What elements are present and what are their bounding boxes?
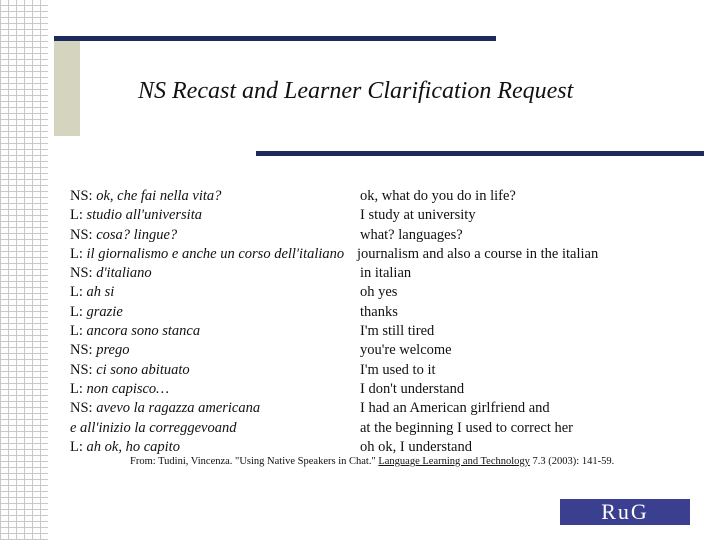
italian-utterance: studio all'universita bbox=[86, 207, 202, 224]
rug-logo: RuG bbox=[560, 499, 690, 525]
english-translation: I study at university bbox=[360, 207, 476, 224]
dialog-line bbox=[70, 264, 710, 283]
italian-utterance: ah si bbox=[86, 284, 115, 301]
english-translation: you're welcome bbox=[360, 342, 452, 359]
italian-utterance: prego bbox=[96, 342, 130, 359]
english-translation: in italian bbox=[360, 265, 412, 282]
english-translation: oh yes bbox=[360, 284, 398, 301]
speaker-label: NS: bbox=[70, 188, 97, 204]
italian-utterance: ah ok, ho capito bbox=[86, 438, 180, 455]
dialog-line bbox=[70, 399, 710, 418]
dialog-line bbox=[70, 303, 710, 322]
citation-prefix: From: Tudini, Vincenza. "Using Native Speakers in Chat." bbox=[130, 456, 379, 467]
speaker-label: L: bbox=[70, 207, 87, 224]
decorative-grid-strip bbox=[0, 0, 48, 540]
speaker-label: L: bbox=[70, 303, 87, 320]
slide-title: NS Recast and Learner Clarification Request bbox=[138, 78, 574, 104]
speaker-label: NS: bbox=[70, 342, 97, 359]
italian-utterance: avevo la ragazza americana bbox=[96, 400, 261, 417]
speaker-label: L: bbox=[70, 380, 87, 397]
english-translation: I'm still tired bbox=[360, 323, 435, 340]
english-translation: I had an American girlfriend and bbox=[360, 400, 550, 417]
italian-utterance: ci sono abituato bbox=[96, 361, 190, 378]
speaker-label: NS: bbox=[70, 361, 97, 378]
italian-utterance: non capisco… bbox=[86, 380, 170, 397]
citation-journal-link[interactable]: Language Learning and Technology bbox=[378, 456, 530, 467]
italian-utterance: d'italiano bbox=[96, 265, 152, 282]
dialog-transcript bbox=[70, 187, 710, 457]
dialog-line bbox=[70, 322, 710, 341]
citation bbox=[130, 456, 614, 467]
dialog-line bbox=[70, 187, 710, 206]
speaker-label: L: bbox=[70, 284, 87, 301]
dialog-line bbox=[70, 438, 710, 457]
bottom-rule bbox=[256, 151, 704, 156]
english-translation: ok, what do you do in life? bbox=[360, 188, 516, 204]
speaker-label: NS: bbox=[70, 265, 97, 282]
dialog-line bbox=[70, 245, 710, 264]
dialog-line bbox=[70, 419, 710, 438]
citation-suffix: 7.3 (2003): 141-59. bbox=[529, 456, 615, 467]
dialog-line bbox=[70, 361, 710, 380]
title-accent-box bbox=[54, 38, 80, 136]
top-rule bbox=[54, 36, 496, 41]
english-translation: I'm used to it bbox=[360, 361, 436, 378]
italian-utterance: ancora sono stanca bbox=[86, 323, 201, 340]
english-translation: journalism and also a course in the italian bbox=[357, 245, 599, 262]
dialog-line bbox=[70, 341, 710, 360]
dialog-line bbox=[70, 206, 710, 225]
english-translation: at the beginning I used to correct her bbox=[360, 419, 573, 436]
italian-utterance: grazie bbox=[86, 303, 123, 320]
speaker-label: NS: bbox=[70, 400, 97, 417]
italian-utterance: il giornalismo e anche un corso dell'italiano bbox=[86, 245, 345, 262]
dialog-line bbox=[70, 380, 710, 399]
speaker-label: NS: bbox=[70, 226, 97, 243]
dialog-line bbox=[70, 283, 710, 302]
dialog-line bbox=[70, 226, 710, 245]
italian-utterance: cosa? lingue? bbox=[96, 226, 178, 243]
english-translation: I don't understand bbox=[360, 380, 465, 397]
speaker-label: L: bbox=[70, 438, 87, 455]
italian-utterance: ok, che fai nella vita? bbox=[96, 188, 222, 204]
speaker-label: L: bbox=[70, 323, 87, 340]
english-translation: thanks bbox=[360, 303, 398, 320]
italian-utterance: e all'inizio la correggevoand bbox=[70, 419, 237, 436]
english-translation: oh ok, I understand bbox=[360, 438, 472, 455]
speaker-label: L: bbox=[70, 245, 87, 262]
english-translation: what? languages? bbox=[360, 226, 463, 243]
